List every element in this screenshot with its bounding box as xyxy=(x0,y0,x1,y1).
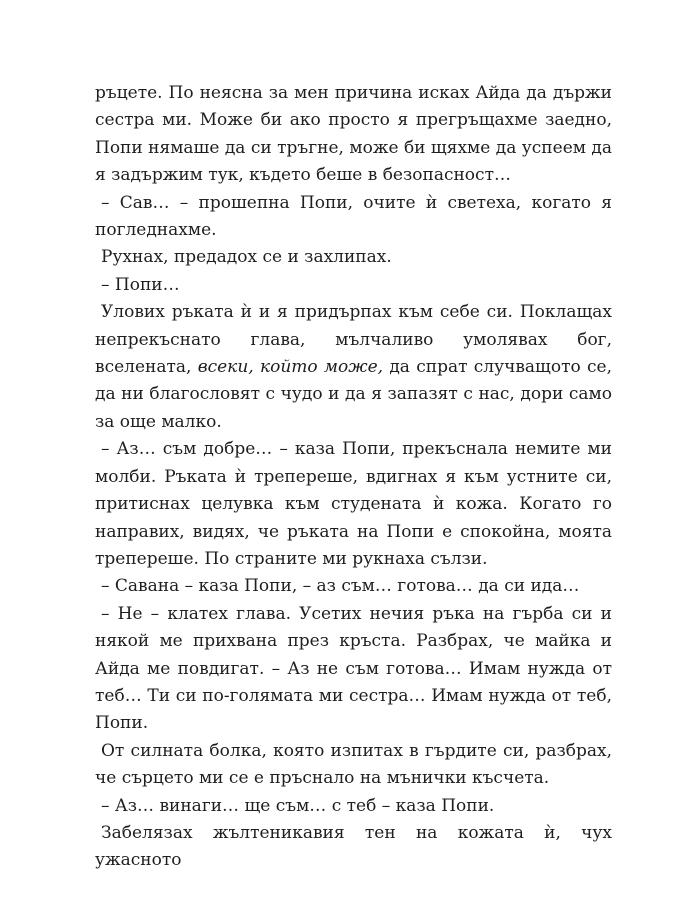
paragraph xyxy=(95,793,612,820)
italic-text: всеки, който може, xyxy=(197,357,384,378)
paragraph-text: да спрат случващото се, да ни благословят с чудо и да я запазят с нас, дори само за още малко. xyxy=(95,357,612,432)
paragraph xyxy=(95,80,612,190)
paragraph-text: Улових ръката ѝ и я придърпах към себе си. Поклащах непрекъснато глава, мълчаливо умолявах бог, вселената, xyxy=(95,302,612,378)
paragraph xyxy=(95,272,612,299)
paragraph xyxy=(95,299,612,436)
paragraph-text: – Аз… съм добре… – каза Попи, прекъснала немите ми молби. Ръката ѝ трепереше, вдигнах я към устните си, притиснах целувка към студената ѝ кожа. Когато го направих, видях, че ръката на Попи е спокойна, моята трепереше. По страните ми рукнаха сълзи. xyxy=(95,439,612,569)
paragraph xyxy=(95,738,612,793)
book-page xyxy=(95,80,612,875)
paragraph-text: – Аз… винаги… ще съм… с теб – каза Попи. xyxy=(101,795,495,816)
paragraph-text: Забелязах жълтеникавия тен на кожата ѝ, чух ужасното xyxy=(95,822,612,871)
paragraph-text: – Сав… – прошепна Попи, очите ѝ светеха, когато я погледнахме. xyxy=(95,192,612,241)
paragraph xyxy=(95,601,612,738)
paragraph-text: Рухнах, предадох се и захлипах. xyxy=(101,247,392,268)
paragraph xyxy=(95,244,612,271)
paragraph-text: – Попи… xyxy=(101,274,180,295)
paragraph-text: От силната болка, която изпитах в гърдите си, разбрах, че сърцето ми се е пръснало на мънички късчета. xyxy=(95,740,612,789)
paragraph xyxy=(95,190,612,245)
paragraph-text: – Савана – каза Попи, – аз съм… готова… да си ида… xyxy=(101,576,580,597)
paragraph xyxy=(95,436,612,573)
paragraph-text: ръцете. По неясна за мен причина исках Айда да държи сестра ми. Може би ако просто я прегръщахме заедно, Попи нямаше да си тръгне, може би щяхме да успеем да я задържим тук, където беше в безопасност… xyxy=(95,83,612,186)
paragraph xyxy=(95,573,612,600)
paragraph xyxy=(95,820,612,875)
paragraph-text: – Не – клатех глава. Усетих нечия ръка на гърба си и някой ме прихвана през кръста. Разбрах, че майка и Айда ме повдигат. – Аз не съм готова… Имам нужда от теб… Ти си по-голямата ми сестра… Имам нужда от теб, Попи. xyxy=(95,603,612,734)
